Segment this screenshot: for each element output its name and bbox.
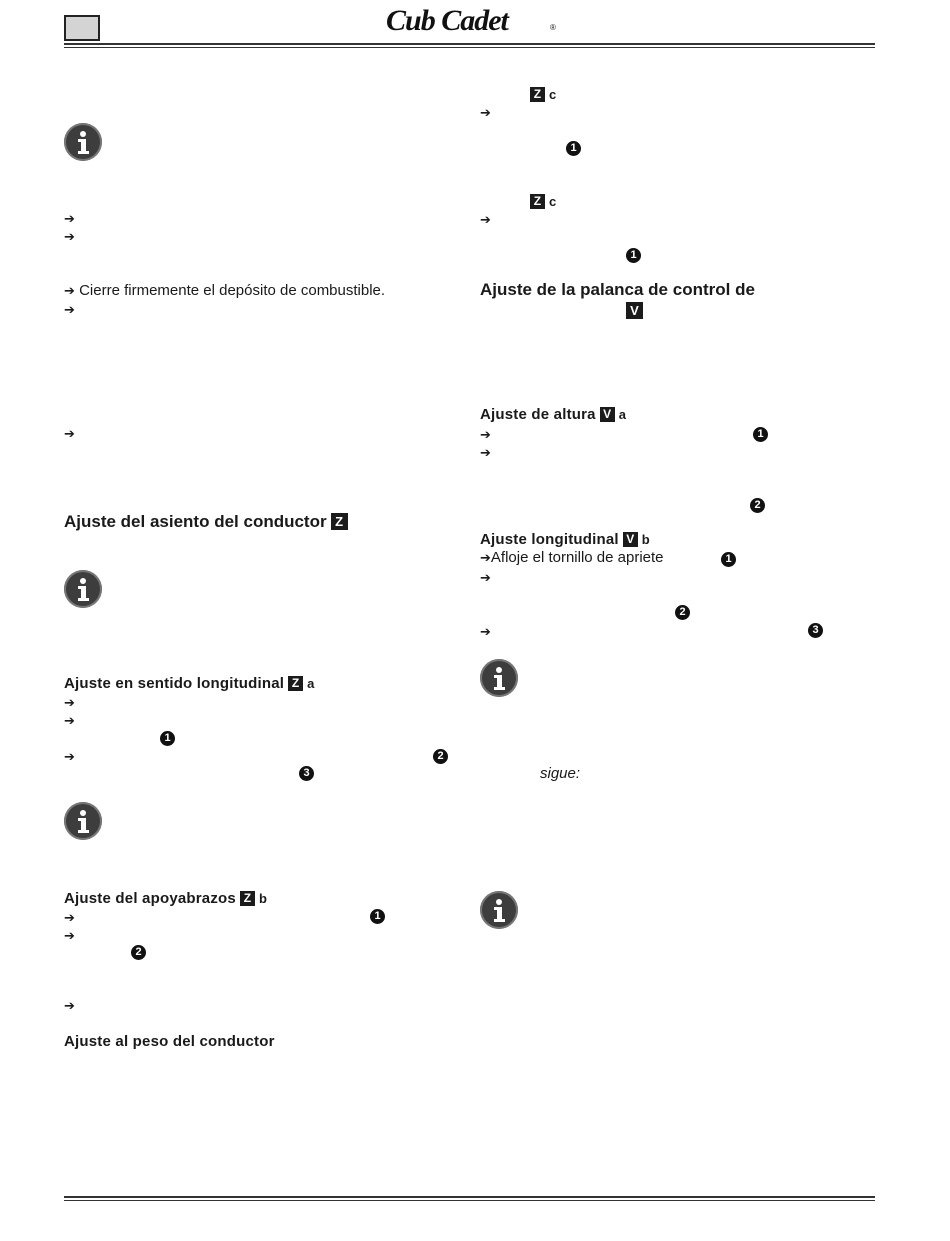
svg-text:®: ® [550,23,556,32]
arrow-icon: ➔ [64,928,75,943]
callout-1: 1 [721,552,736,567]
arrow-icon: ➔ [64,910,75,925]
arrow-icon: ➔ [480,624,491,639]
callout-2: 2 [675,605,690,620]
arrow-icon: ➔ [480,105,491,120]
figure-ref-c: Z c [530,193,556,211]
callout-2: 2 [433,749,448,764]
figure-badge: Z [530,194,545,209]
footer-rule-thin [64,1200,875,1201]
figure-badge: Z [240,891,255,906]
figure-badge: Z [331,513,348,530]
info-icon [64,123,102,161]
arrow-icon: ➔ [64,713,75,728]
lever-heading: Ajuste de la palanca de control de [480,280,755,299]
page-number-box [64,15,100,41]
callout-2: 2 [131,945,146,960]
arrow-icon: ➔ [480,570,491,585]
arrow-icon: ➔ [64,426,75,441]
arrow-icon: ➔ [64,998,75,1013]
arrow-icon: ➔ [64,302,75,317]
arrow-icon: ➔ [480,427,491,442]
follows-text: sigue: [540,765,581,782]
fuel-close-text: Cierre firmemente el depósito de combustible. [79,282,386,299]
figure-ref-c: Z c [530,86,556,104]
arrow-icon: ➔ [64,211,75,226]
loosen-step [480,549,664,567]
arrow-icon: ➔ [480,445,491,460]
callout-2: 2 [750,498,765,513]
arrow-icon: ➔ [64,749,75,764]
callout-1: 1 [753,427,768,442]
info-icon [64,802,102,840]
lever-figure-ref [626,302,643,321]
svg-text:Cub Cadet: Cub Cadet [386,4,508,36]
long-heading: Ajuste longitudinal V b [480,531,650,548]
callout-1: 1 [160,731,175,746]
loosen-text: Afloje el tornillo de apriete [490,549,664,566]
figure-badge: Z [288,676,303,691]
callout-1: 1 [370,909,385,924]
fuel-close-step [64,282,385,300]
figure-badge: V [600,407,615,422]
footer-rule [64,1196,875,1198]
callout-3: 3 [299,766,314,781]
seat-heading: Ajuste del asiento del conductor Z [64,512,348,532]
arrow-icon: ➔ [64,229,75,244]
arrow-icon: ➔ [64,283,75,298]
weight-heading: Ajuste al peso del conductor [64,1033,275,1050]
longitudinal-heading: Ajuste en sentido longitudinal Z a [64,675,315,692]
arrow-icon: ➔ [64,695,75,710]
figure-badge: V [623,532,638,547]
height-heading: Ajuste de altura V a [480,406,627,423]
header-rule [64,43,875,45]
callout-3: 3 [808,623,823,638]
arrow-icon: ➔ [480,550,491,565]
info-icon [64,570,102,608]
figure-badge: V [626,302,643,319]
info-icon [480,659,518,697]
header-rule-thin [64,47,875,48]
brand-logo [386,2,566,36]
callout-1: 1 [626,248,641,263]
arrow-icon: ➔ [480,212,491,227]
figure-badge: Z [530,87,545,102]
info-icon [480,891,518,929]
armrest-heading: Ajuste del apoyabrazos Z b [64,890,268,907]
callout-1: 1 [566,141,581,156]
